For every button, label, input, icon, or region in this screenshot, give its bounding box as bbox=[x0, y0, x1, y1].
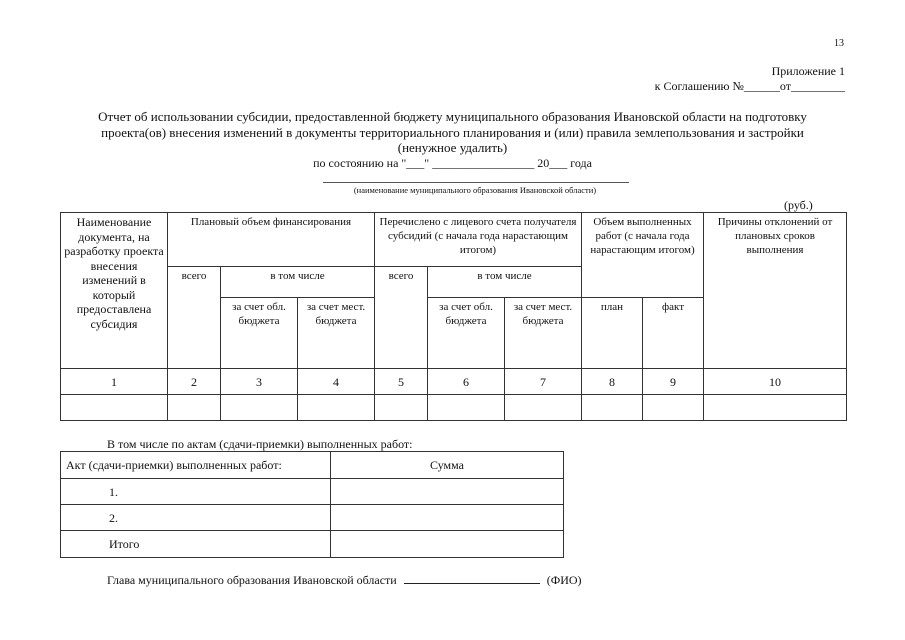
header-fact: факт bbox=[643, 298, 704, 369]
header-act: Акт (сдачи-приемки) выполненных работ: bbox=[61, 452, 331, 479]
empty-cell[interactable] bbox=[582, 395, 643, 421]
act-row-label: 1. bbox=[61, 479, 331, 505]
fio-label: (ФИО) bbox=[546, 573, 582, 587]
empty-cell[interactable] bbox=[505, 395, 582, 421]
header-deviation-reasons: Причины отклонений от плановых сроков выполнения bbox=[704, 213, 847, 369]
empty-cell[interactable] bbox=[298, 395, 375, 421]
municipality-name-line bbox=[323, 182, 629, 183]
page-number: 13 bbox=[834, 38, 844, 49]
subsidy-report-table bbox=[60, 212, 847, 421]
header-planned-local: за счет мест. бюджета bbox=[298, 298, 375, 369]
head-label: Глава муниципального образования Ивановской области bbox=[107, 573, 397, 587]
empty-cell[interactable] bbox=[61, 395, 168, 421]
header-planned-financing: Плановый объем финансирования bbox=[168, 213, 375, 267]
header-sum: Сумма bbox=[331, 452, 564, 479]
column-number-row bbox=[61, 369, 847, 395]
empty-cell[interactable] bbox=[428, 395, 505, 421]
as-of-date: по состоянию на "___" _________________ 20___ года bbox=[313, 156, 592, 170]
column-number: 6 bbox=[428, 369, 505, 395]
column-number: 9 bbox=[643, 369, 704, 395]
header-transferred-regional: за счет обл. бюджета bbox=[428, 298, 505, 369]
empty-cell[interactable] bbox=[704, 395, 847, 421]
acts-table bbox=[60, 451, 564, 558]
empty-cell[interactable] bbox=[643, 395, 704, 421]
title-line-1: Отчет об использовании субсидии, предоставленной бюджету муниципального образования Ивановской области на подготовку bbox=[98, 109, 807, 124]
header-transferred-local: за счет мест. бюджета bbox=[505, 298, 582, 369]
column-number: 8 bbox=[582, 369, 643, 395]
title-line-2: проекта(ов) внесения изменений в документы территориального планирования и (или) правила землепользования и застройки bbox=[101, 124, 804, 140]
column-number: 3 bbox=[221, 369, 298, 395]
header-work-volume: Объем выполненных работ (с начала года нарастающим итогом) bbox=[582, 213, 704, 298]
header-planned-regional: за счет обл. бюджета bbox=[221, 298, 298, 369]
table-row bbox=[61, 479, 564, 505]
currency-unit: (руб.) bbox=[784, 198, 813, 212]
column-number: 4 bbox=[298, 369, 375, 395]
signature-line[interactable] bbox=[404, 574, 540, 584]
agreement-reference: к Соглашению №______от_________ bbox=[654, 79, 845, 93]
empty-cell[interactable] bbox=[375, 395, 428, 421]
table-row bbox=[61, 531, 564, 558]
column-number: 5 bbox=[375, 369, 428, 395]
empty-cell[interactable] bbox=[221, 395, 298, 421]
act-row-label: 2. bbox=[61, 505, 331, 531]
report-title bbox=[40, 109, 865, 156]
act-total-cell[interactable] bbox=[331, 531, 564, 558]
header-document-name: Наименование документа, на разработку проекта внесения изменений в который предоставлена субсидия bbox=[61, 213, 168, 369]
municipality-caption: (наименование муниципального образования Ивановской области) bbox=[353, 185, 597, 195]
act-sum-cell[interactable] bbox=[331, 505, 564, 531]
title-line-3: (ненужное удалить) bbox=[397, 140, 508, 155]
act-sum-cell[interactable] bbox=[331, 479, 564, 505]
header-planned-including: в том числе bbox=[221, 267, 375, 298]
acts-intro: В том числе по актам (сдачи-приемки) выполненных работ: bbox=[107, 437, 413, 451]
act-total-label: Итого bbox=[61, 531, 331, 558]
header-transferred-total: всего bbox=[375, 267, 428, 369]
table-row bbox=[61, 395, 847, 421]
column-number: 7 bbox=[505, 369, 582, 395]
header-plan: план bbox=[582, 298, 643, 369]
header-planned-total: всего bbox=[168, 267, 221, 369]
table-row bbox=[61, 505, 564, 531]
column-number: 1 bbox=[61, 369, 168, 395]
column-number: 2 bbox=[168, 369, 221, 395]
signature-block bbox=[107, 573, 582, 588]
column-number: 10 bbox=[704, 369, 847, 395]
header-transferred: Перечислено с лицевого счета получателя субсидий (с начала года нарастающим итогом) bbox=[375, 213, 582, 267]
empty-cell[interactable] bbox=[168, 395, 221, 421]
annex-reference bbox=[655, 64, 845, 94]
annex-title: Приложение 1 bbox=[771, 64, 845, 78]
header-transferred-including: в том числе bbox=[428, 267, 582, 298]
